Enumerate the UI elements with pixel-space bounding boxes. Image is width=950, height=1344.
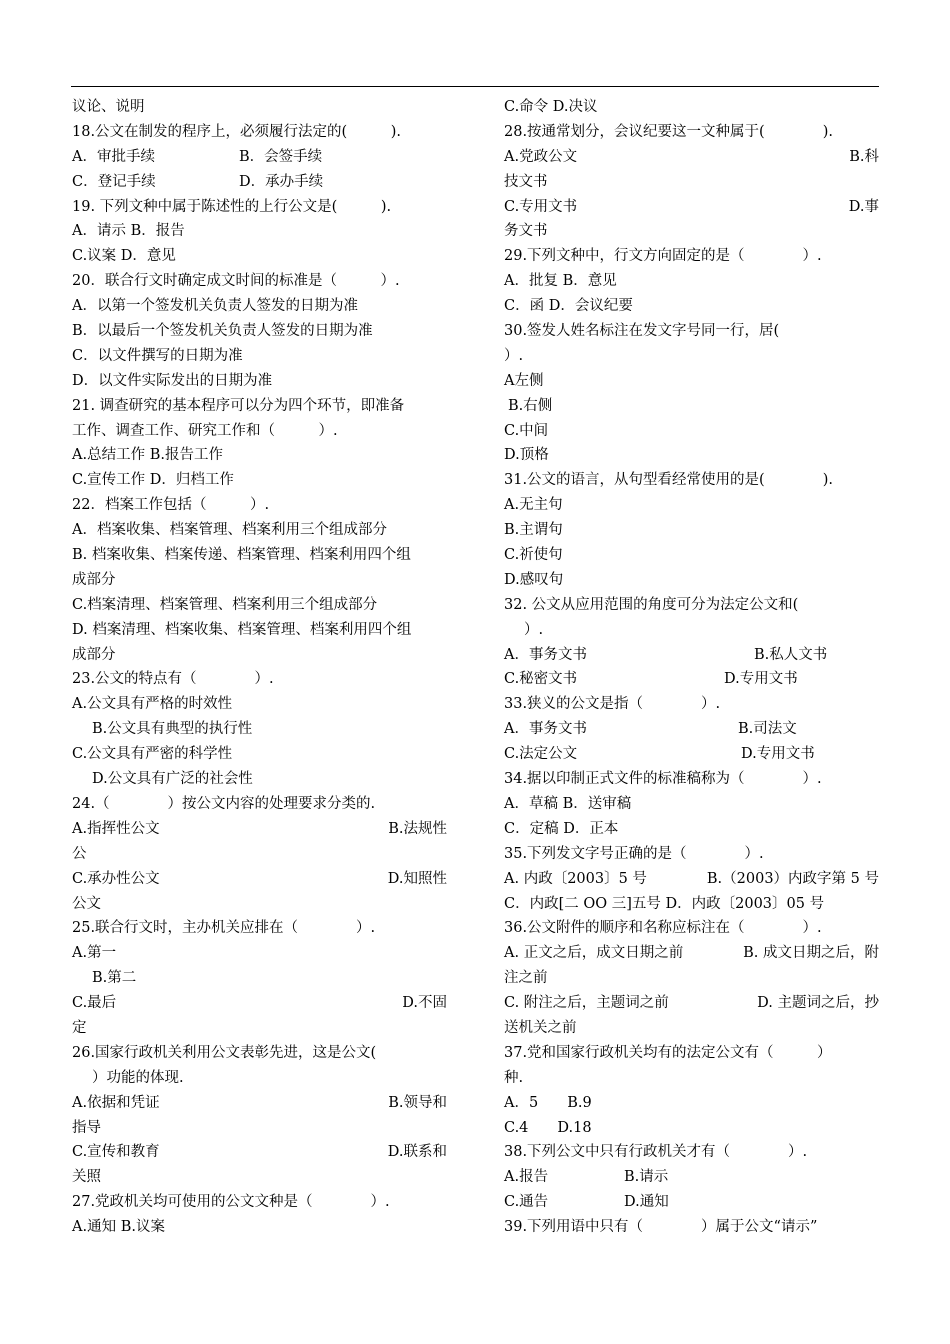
option-a: A左侧 (504, 372, 544, 389)
question-19: 19. 下列文种中属于陈述性的上行公文是( ). (72, 198, 392, 215)
question-29: 29.下列文种中，行文方向固定的是（ ）. (504, 248, 822, 265)
options-line: A．请示 B．报告 (72, 223, 185, 240)
options-line: C．定稿 D．正本 (504, 820, 619, 837)
options-line: A．事务文书 B.司法文 (504, 721, 797, 738)
option-d-cont: 成部分 (72, 646, 116, 663)
question-26-cont: ）功能的体现. (92, 1069, 184, 1086)
options-line: C. 附注之后，主题词之前 D. 主题词之后，抄 (504, 995, 879, 1012)
header-rule (71, 86, 879, 87)
option-c: C.中间 (504, 422, 549, 439)
options-line: C.命令 D.决议 (504, 99, 598, 115)
options-line: A.党政公文 B.科 (504, 148, 879, 165)
option-cont: 公文 (72, 895, 101, 912)
option-d: D.公文具有广泛的社会性 (92, 771, 253, 788)
right-column (504, 95, 879, 1240)
options-line: A.报告 B.请示 (504, 1169, 669, 1186)
option-cont: 送机关之前 (504, 1019, 577, 1036)
question-32-cont: ）. (524, 621, 544, 638)
option-b: B.右侧 (508, 397, 553, 414)
question-34: 34.据以印制正式文件的标准稿称为（ ）. (504, 771, 822, 788)
question-37: 37.党和国家行政机关均有的法定公文有（ ） (504, 1044, 832, 1061)
options-line: C.专用文书 D.事 (504, 198, 879, 215)
options-line: C.秘密文书 D.专用文书 (504, 671, 798, 688)
question-22: 22．档案工作包括（ ）. (72, 497, 270, 514)
options-line: C.议案 D．意见 (72, 248, 176, 265)
options-line: C.承办性公文 D.知照性 (72, 870, 447, 887)
options-line: A.指挥性公文 B.法规性 (72, 820, 447, 837)
option-a: A.无主句 (504, 497, 563, 514)
option-cont: 关照 (72, 1169, 101, 1186)
option-d: D. 档案清理、档案收集、档案管理、档案利用四个组 (72, 621, 412, 638)
options-line: C.宣传工作 D．归档工作 (72, 472, 234, 489)
question-31: 31.公文的语言，从句型看经常使用的是( ). (504, 472, 833, 489)
question-35: 35.下列发文字号正确的是（ ）. (504, 845, 764, 862)
question-21: 21. 调查研究的基本程序可以分为四个环节，即准备 (72, 397, 405, 414)
option-d: D.感叹句 (504, 571, 564, 588)
option-cont: 定 (72, 1019, 87, 1036)
question-37-cont: 种. (504, 1069, 524, 1086)
options-line: C.宣传和教育 D.联系和 (72, 1144, 447, 1161)
question-26: 26.国家行政机关利用公文表彰先进，这是公文( (72, 1044, 377, 1061)
options-line: A．草稿 B．送审稿 (504, 795, 632, 812)
options-line: A．审批手续 B．会签手续 (72, 148, 323, 165)
options-line: A．批复 B．意见 (504, 273, 617, 290)
option-cont: 技文书 (504, 173, 548, 190)
question-20: 20．联合行文时确定成文时间的标准是（ ）. (72, 273, 400, 290)
question-28: 28.按通常划分，会议纪要这一文种属于( ). (504, 123, 833, 140)
question-36: 36.公文附件的顺序和名称应标注在（ ）. (504, 920, 822, 937)
option-c: C.档案清理、档案管理、档案利用三个组成部分 (72, 596, 378, 613)
options-line: A．5 B.9 (504, 1094, 592, 1111)
option-a: A．以第一个签发机关负责人签发的日期为准 (72, 298, 358, 315)
question-24: 24.（ ）按公文内容的处理要求分类的. (72, 795, 376, 812)
question-21-cont: 工作、调查工作、研究工作和（ ）. (72, 422, 338, 439)
question-33: 33.狭义的公文是指（ ）. (504, 696, 721, 713)
options-line: C．函 D．会议纪要 (504, 298, 633, 315)
option-b: B.主谓句 (504, 522, 563, 539)
question-38: 38.下列公文中只有行政机关才有（ ）. (504, 1144, 808, 1161)
left-column (72, 95, 447, 1240)
options-line: A.通知 B.议案 (72, 1219, 165, 1236)
option-cont: 公 (72, 845, 87, 862)
options-line: C.法定公文 D.专用文书 (504, 746, 815, 763)
option-cont: 指导 (72, 1119, 101, 1136)
option-a: A.公文具有严格的时效性 (72, 696, 233, 713)
options-line: C.通告 D.通知 (504, 1194, 669, 1211)
options-line: A．事务文书 B.私人文书 (504, 646, 828, 663)
question-18: 18.公文在制发的程序上，必须履行法定的( ). (72, 123, 401, 140)
question-39: 39.下列用语中只有（ ）属于公文“请示” (504, 1219, 818, 1236)
option-b: B.第二 (92, 970, 137, 987)
option-d: D．以文件实际发出的日期为准 (72, 372, 273, 389)
option-a: A.第一 (72, 945, 117, 962)
options-line: A.总结工作 B.报告工作 (72, 447, 223, 464)
option-b: B．以最后一个签发机关负责人签发的日期为准 (72, 323, 373, 340)
question-25: 25.联合行文时，主办机关应排在（ ）. (72, 920, 376, 937)
option-a: A．档案收集、档案管理、档案利用三个组成部分 (72, 522, 387, 539)
option-d: D.顶格 (504, 447, 549, 464)
option-cont: 务文书 (504, 223, 548, 240)
question-32: 32. 公文从应用范围的角度可分为法定公文和( (504, 596, 799, 613)
option-b: B. 档案收集、档案传递、档案管理、档案利用四个组 (72, 547, 411, 564)
question-23: 23.公文的特点有（ ）. (72, 671, 274, 688)
text-line: 议论、说明 (72, 99, 145, 115)
options-line: C．登记手续 D．承办手续 (72, 173, 324, 190)
options-line: A.依据和凭证 B.领导和 (72, 1094, 447, 1111)
question-27: 27.党政机关均可使用的公文文种是（ ）. (72, 1194, 390, 1211)
option-b: B.公文具有典型的执行性 (92, 721, 253, 738)
option-cont: 注之前 (504, 970, 548, 987)
question-30: 30.签发人姓名标注在发文字号同一行，居( (504, 323, 780, 340)
options-line: C.最后 D.不固 (72, 995, 447, 1012)
options-line: A. 正文之后，成文日期之前 B. 成文日期之后，附 (504, 945, 879, 962)
option-c: C.公文具有严密的科学性 (72, 746, 233, 763)
options-line: C.4 D.18 (504, 1119, 592, 1136)
option-c: C.祈使句 (504, 547, 563, 564)
option-b-cont: 成部分 (72, 571, 116, 588)
option-c: C．以文件撰写的日期为准 (72, 347, 243, 364)
options-line: A. 内政〔2003〕5 号 B.（2003）内政字第 5 号 (504, 870, 879, 887)
options-line: C．内政[二 OO 三]五号 D．内政〔2003〕05 号 (504, 895, 825, 912)
question-30-cont: ）. (504, 347, 524, 364)
